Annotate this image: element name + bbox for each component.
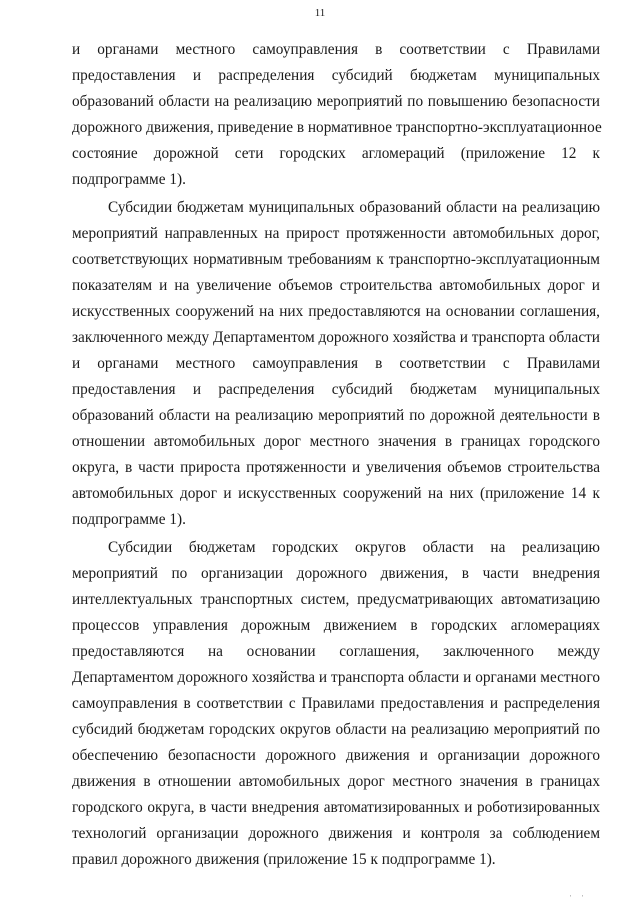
document-body [72, 37, 600, 873]
text-line: интеллектуальных транспортных систем, предусматривающих автоматизацию [72, 591, 600, 608]
text-line: и органами местного самоуправления в соответствии с Правилами [72, 41, 600, 58]
text-line: состояние дорожной сети городских агломераций (приложение 12 к [72, 145, 600, 162]
text-line: технологий организации дорожного движения и контроля за соблюдением [72, 825, 600, 842]
scan-artifact-mark: ˈ [581, 894, 584, 903]
text-line: дорожного движения, приведение в нормативное транспортно-эксплуатационное [72, 119, 602, 136]
text-line: отношении автомобильных дорог местного значения в границах городского [72, 433, 600, 450]
text-line: заключенного между Департаментом дорожного хозяйства и транспорта области [72, 329, 600, 346]
text-line: соответствующих нормативным требованиям к транспортно-эксплуатационным [72, 251, 600, 268]
text-line: обеспечению безопасности дорожного движения и организации дорожного [72, 747, 600, 764]
text-line: и органами местного самоуправления в соответствии с Правилами [72, 355, 600, 372]
text-line: округа, в части прироста протяженности и увеличения объемов строительства [72, 459, 600, 476]
text-line: самоуправления в соответствии с Правилами предоставления и распределения [72, 695, 600, 712]
text-line: образований области на реализацию мероприятий по дорожной деятельности в [72, 407, 600, 424]
text-line: процессов управления дорожным движением в городских агломерациях [72, 617, 600, 634]
text-line: подпрограмме 1). [72, 171, 186, 188]
text-line: образований области на реализацию мероприятий по повышению безопасности [72, 93, 600, 110]
paragraph-3 [72, 535, 600, 873]
text-line: предоставления и распределения субсидий бюджетам муниципальных [72, 381, 600, 398]
scan-artifact-mark: ˈ [569, 894, 572, 903]
text-line: предоставления и распределения субсидий бюджетам муниципальных [72, 67, 600, 84]
text-line: правил дорожного движения (приложение 15 к подпрограмме 1). [72, 851, 496, 868]
text-line: показателям и на увеличение объемов строительства автомобильных дорог и [72, 277, 600, 294]
text-line: мероприятий по организации дорожного движения, в части внедрения [72, 565, 600, 582]
text-line: движения в отношении автомобильных дорог местного значения в границах [72, 773, 600, 790]
text-line: искусственных сооружений на них предоставляются на основании соглашения, [72, 303, 600, 320]
text-line: подпрограмме 1). [72, 511, 186, 528]
paragraph-1 [72, 37, 600, 193]
text-line: предоставляются на основании соглашения, заключенного между [72, 643, 600, 660]
text-line: субсидий бюджетам городских округов области на реализацию мероприятий по [72, 721, 600, 738]
text-line: Департаментом дорожного хозяйства и транспорта области и органами местного [72, 669, 600, 686]
text-line: мероприятий направленных на прирост протяженности автомобильных дорог, [72, 225, 600, 242]
text-line: Субсидии бюджетам городских округов области на реализацию [108, 539, 600, 556]
text-line: Субсидии бюджетам муниципальных образований области на реализацию [108, 199, 600, 216]
text-line: городского округа, в части внедрения автоматизированных и роботизированных [72, 799, 600, 816]
text-line: автомобильных дорог и искусственных сооружений на них (приложение 14 к [72, 485, 600, 502]
page-number: 11 [314, 7, 326, 19]
paragraph-2 [72, 195, 600, 533]
